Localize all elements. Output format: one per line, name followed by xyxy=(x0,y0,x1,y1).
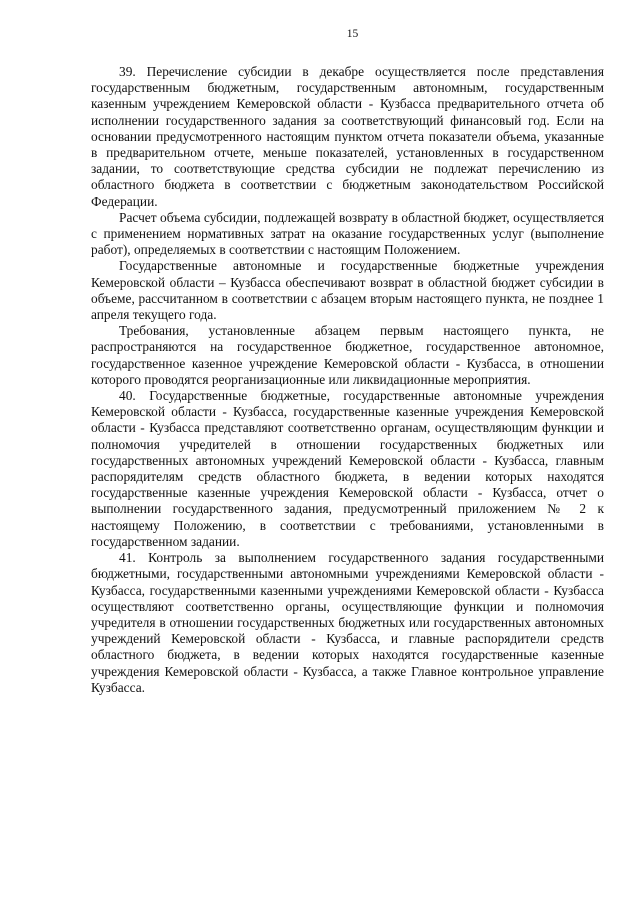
paragraph-39: 39. Перечисление субсидии в декабре осуществляется после представления государственным бюджетным, государственным автономным, государственным казенным учреждением Кемеровской области - Кузбасса предварительного отчета об исполнении государственного задания за соответствующий финансовый год. Если на основании предусмотренного настоящим пунктом отчета показатели объема, указанные в предварительном отчете, меньше показателей, установленных в государственном задании, то соответствующие средства субсидии не подлежат перечислению из областного бюджета в соответствии с бюджетным законодательством Российской Федерации. xyxy=(91,64,604,209)
paragraph-exceptions: Требования, установленные абзацем первым настоящего пункта, не распространяются на государственное бюджетное, государственное автономное, государственное казенное учреждение Кемеровской области - Кузбасса, в отношении которого проводятся реорганизационные или ликвидационные мероприятия. xyxy=(91,323,604,387)
page-number: 15 xyxy=(346,28,359,40)
paragraph-41: 41. Контроль за выполнением государственного задания государственными бюджетными, государственными автономными учреждениями Кемеровской области - Кузбасса, государственными казенными учреждениями Кемеровской области - Кузбасса осуществляют соответственно органы, осуществляющие функции и полномочия учредителя в отношении государственных бюджетных или государственных автономных учреждений Кемеровской области - Кузбасса, и главные распорядители средств областного бюджета, в ведении которых находятся государственные казенные учреждения Кемеровской области - Кузбасса, а также Главное контрольное управление Кузбасса. xyxy=(91,550,604,695)
paragraph-refund-deadline: Государственные автономные и государственные бюджетные учреждения Кемеровской области – Кузбасса обеспечивают возврат в областной бюджет субсидии в объеме, рассчитанном в соответствии с абзацем вторым настоящего пункта, не позднее 1 апреля текущего года. xyxy=(91,258,604,323)
paragraph-40: 40. Государственные бюджетные, государственные автономные учреждения Кемеровской области - Кузбасса, государственные казенные учреждения Кемеровской области - Кузбасса представляют соответственно органам, осуществляющим функции и полномочия учредителей в отношении государственных бюджетных или государственных автономных учреждений Кемеровской области - Кузбасса, главным распорядителям средств областного бюджета, в ведении которых находятся государственные казенные учреждения Кемеровской области - Кузбасса, отчет о выполнении государственного задания, предусмотренный приложением № 2 к настоящему Положению, в соответствии с требованиями, установленными в государственном задании. xyxy=(91,388,604,549)
paragraph-refund-calculation: Расчет объема субсидии, подлежащей возврату в областной бюджет, осуществляется с применением нормативных затрат на оказание государственных услуг (выполнение работ), определяемых в соответствии с настоящим Положением. xyxy=(91,209,604,258)
